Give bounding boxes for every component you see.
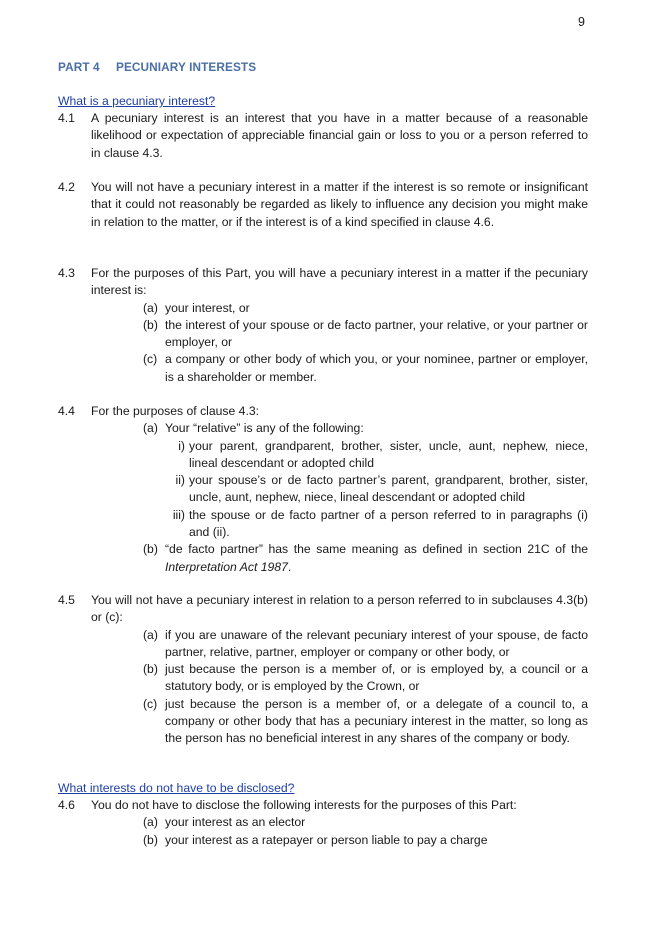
clause-4-3 [58, 265, 588, 386]
item-label: (b) [143, 662, 158, 677]
list-item [143, 814, 588, 831]
clause-4-5 [58, 592, 588, 748]
list-item [143, 541, 588, 576]
item-text: a company or other body of which you, or your nominee, partner or employer, is a shareholder or member. [165, 352, 588, 384]
clause-number: 4.4 [58, 404, 75, 418]
clause-text: You do not have to disclose the following interests for the purposes of this Part: [91, 798, 517, 812]
item-text: Your “relative” is any of the following: [165, 421, 364, 436]
item-text: your interest as a ratepayer or person liable to pay a charge [165, 832, 488, 847]
part-title: PECUNIARY INTERESTS [116, 60, 257, 74]
heading-interests-not-disclosed: What interests do not have to be disclosed? [58, 781, 295, 795]
list-item [143, 696, 588, 748]
page-number: 9 [578, 15, 585, 29]
subitem-text: the spouse or de facto partner of a person referred to in paragraphs (i) and (ii). [189, 507, 588, 540]
item-text: if you are unaware of the relevant pecuniary interest of your spouse, de facto partner, relative, partner, employer or company or other body, or [165, 627, 588, 659]
clause-4-4-items [143, 420, 588, 576]
list-item [143, 420, 588, 541]
clause-4-6 [58, 797, 588, 849]
clause-text: For the purposes of clause 4.3: [91, 404, 260, 418]
list-item [143, 832, 588, 849]
list-item [143, 627, 588, 662]
sub-list-item [165, 438, 588, 473]
clause-4-3-items [143, 300, 588, 386]
list-item [143, 661, 588, 696]
list-item [143, 351, 588, 386]
clause-number: 4.6 [58, 798, 75, 812]
item-text: just because the person is a member of, or is employed by, a council or a statutory body, or is employed by the Crown, or [165, 662, 588, 694]
list-item [143, 300, 588, 317]
clause-4-5-items [143, 627, 588, 748]
item-label: (b) [143, 317, 158, 332]
item-text: the interest of your spouse or de facto partner, your relative, or your partner or employer, or [165, 317, 588, 350]
subitem-text: your spouse’s or de facto partner’s parent, grandparent, brother, sister, uncle, aunt, nephew, niece, lineal descendant or adopted child [189, 473, 588, 505]
clause-number: 4.5 [58, 593, 75, 607]
clause-number: 4.3 [58, 266, 75, 280]
part-heading [58, 59, 256, 76]
item-label: (c) [143, 352, 158, 367]
item-text: your interest as an elector [165, 815, 306, 830]
item-label: (a) [143, 815, 158, 830]
clause-text: For the purposes of this Part, you will have a pecuniary interest in a matter if the pecuniary interest is: [91, 266, 588, 298]
subitem-label: i) [178, 438, 185, 453]
clause-text: You will not have a pecuniary interest in relation to a person referred to in subclauses 4.3(b) or (c): [91, 593, 588, 625]
clause-4-1 [58, 110, 588, 162]
item-text: just because the person is a member of, or a delegate of a council to, a company or other body that has a pecuniary interest in the matter, so long as the person has no beneficial interest in any shares of the company or body. [165, 696, 588, 746]
subitem-label: ii) [175, 473, 185, 488]
clause-4-6-items [143, 814, 588, 849]
subitem-label: iii) [172, 507, 185, 522]
clause-number: 4.2 [58, 180, 75, 194]
item-label: (b) [143, 832, 158, 847]
heading-what-is-pecuniary-interest: What is a pecuniary interest? [58, 94, 216, 108]
clause-4-2 [58, 179, 588, 231]
item-text: “de facto partner” has the same meaning as defined in section 21C of the [165, 542, 588, 557]
item-text-end: . [287, 559, 292, 574]
sub-list-item [165, 472, 588, 507]
item-label: (c) [143, 696, 158, 711]
list-item [143, 317, 588, 352]
act-name: Interpretation Act 1987 [165, 559, 288, 574]
item-label: (a) [143, 300, 158, 315]
item-label: (b) [143, 542, 158, 557]
clause-text: You will not have a pecuniary interest in a matter if the interest is so remote or insignificant that it could not reasonably be regarded as likely to influence any decision you might make in relation to the matter, or if the interest is of a kind specified in clause 4.6. [91, 180, 588, 229]
clause-4-4 [58, 403, 588, 576]
relative-subitems [165, 438, 588, 542]
subitem-text: your parent, grandparent, brother, sister, uncle, aunt, nephew, niece, lineal descendant or adopted child [189, 438, 588, 470]
part-number: PART 4 [58, 60, 100, 74]
clause-number: 4.1 [58, 111, 75, 125]
item-label: (a) [143, 627, 158, 642]
item-text: your interest, or [165, 300, 250, 315]
item-label: (a) [143, 421, 158, 436]
sub-list-item [165, 507, 588, 542]
clause-text: A pecuniary interest is an interest that you have in a matter because of a reasonable likelihood or expectation of appreciable financial gain or loss to you or a person referred to in clause 4.3. [91, 111, 588, 160]
